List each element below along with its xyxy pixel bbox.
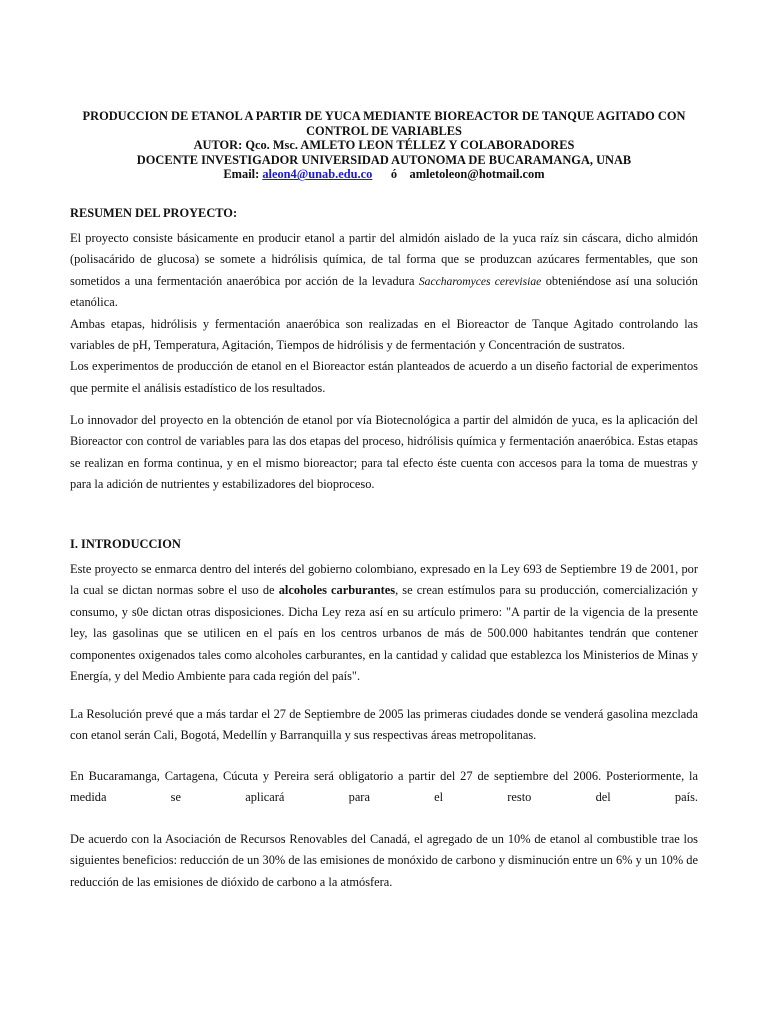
resumen-heading: RESUMEN DEL PROYECTO: [70,206,238,220]
resumen-paragraph-3: Los experimentos de producción de etanol en el Bioreactor están planteados de acuerdo a un diseño factorial de experimentos que permite el análisis estadístico de los resultados. [70,359,698,395]
resumen-p1-text-a: El proyecto consiste básicamente en producir etanol a partir del almidón aislado de la yuca raíz sin cáscara, dicho almidón (polisacárido de glucosa) se somete a hidrólisis química, de tal forma que se produzcan azúcares fermentables, que son sometidos a una fermentación anaeróbica por acción de la levadura [70,231,698,288]
intro-section-4 [70,829,698,893]
intro-section-2 [70,704,698,747]
intro-p1-text-b: , se crean estímulos para su producción, comercialización y consumo, y s0e dictan otras disposiciones. Dicha Ley reza así en su artículo primero: "A partir de la vigencia de la presente ley, las gasolinas que se utilicen en el país en los centros urbanos de más de 500.000 habitantes tendrán que contener componentes oxigenados tales como alcoholes carburantes, en la cantidad y calidad que establezca los Ministerios de Minas y Energía, y del Medio Ambiente para cada región del país". [70,583,699,684]
resumen-section [70,228,698,399]
email-link[interactable]: aleon4@unab.edu.co [262,167,373,182]
email-secondary: amletoleon@hotmail.com [409,167,545,182]
email-label: Email: [223,167,260,182]
intro-paragraph-4: De acuerdo con la Asociación de Recursos Renovables del Canadá, el agregado de un 10% de etanol al combustible trae los siguientes beneficios: reducción de un 30% de las emisiones de monóxido de carbono y disminución entre un 6% y un 10% de reducción de las emisiones de dióxido de carbono a la atmósfera. [70,832,698,889]
intro-bold-term: alcoholes carburantes [278,583,396,598]
intro-section-3 [70,766,698,809]
intro-section-1 [70,559,698,687]
intro-paragraph-1 [70,559,698,687]
resumen-paragraph-1 [70,228,698,314]
document-header [60,109,708,182]
intro-heading: I. INTRODUCCION [70,537,181,551]
intro-paragraph-2: La Resolución prevé que a más tardar el 27 de Septiembre de 2005 las primeras ciudades donde se venderá gasolina mezclada con etanol serán Cali, Bogotá, Medellín y Barranquilla y sus respectivas áreas metropolitanas. [70,707,698,743]
email-or: ó [390,167,398,182]
resumen-p1-text-b: obteniéndose así una solución etanólica. [70,273,698,310]
resumen-paragraph-4: Lo innovador del proyecto en la obtención de etanol por vía Biotecnológica a partir del almidón de yuca, es la aplicación del Bioreactor con control de variables para las dos etapas del proceso, hidrólisis química y fermentación anaeróbica. Estas etapas se realizan en forma continua, y en el mismo bioreactor; para tal efecto éste cuenta con accesos para la toma de muestras y para la adición de nutrientes y estabilizadores del bioproceso. [70,413,698,492]
species-name: Saccharomyces cerevisiae [418,274,542,288]
affiliation-line: DOCENTE INVESTIGADOR UNIVERSIDAD AUTONOMA DE BUCARAMANGA, UNAB [136,152,632,167]
intro-paragraph-3: En Bucaramanga, Cartagena, Cúcuta y Pereira será obligatorio a partir del 27 de septiembre del 2006. Posteriormente, la medida se aplicará para el resto del país. [70,769,698,805]
resumen-paragraph-2: Ambas etapas, hidrólisis y fermentación anaeróbica son realizadas en el Bioreactor de Tanque Agitado controlando las variables de pH, Temperatura, Agitación, Tiempos de hidrólisis y de fermentación y Concentración de sustratos. [70,316,698,353]
author-line: AUTOR: Qco. Msc. AMLETO LEON TÉLLEZ Y COLABORADORES [193,138,575,153]
intro-p1-text-a: Este proyecto se enmarca dentro del interés del gobierno colombiano, expresado en la Ley 693 de Septiembre 19 de 2001, por la cual se dictan normas sobre el uso de [70,562,698,598]
email-line [60,167,708,182]
title-line-2: CONTROL DE VARIABLES [306,123,462,138]
innovation-section [70,410,698,496]
title-line-1: PRODUCCION DE ETANOL A PARTIR DE YUCA MEDIANTE BIOREACTOR DE TANQUE AGITADO CON [82,109,686,123]
